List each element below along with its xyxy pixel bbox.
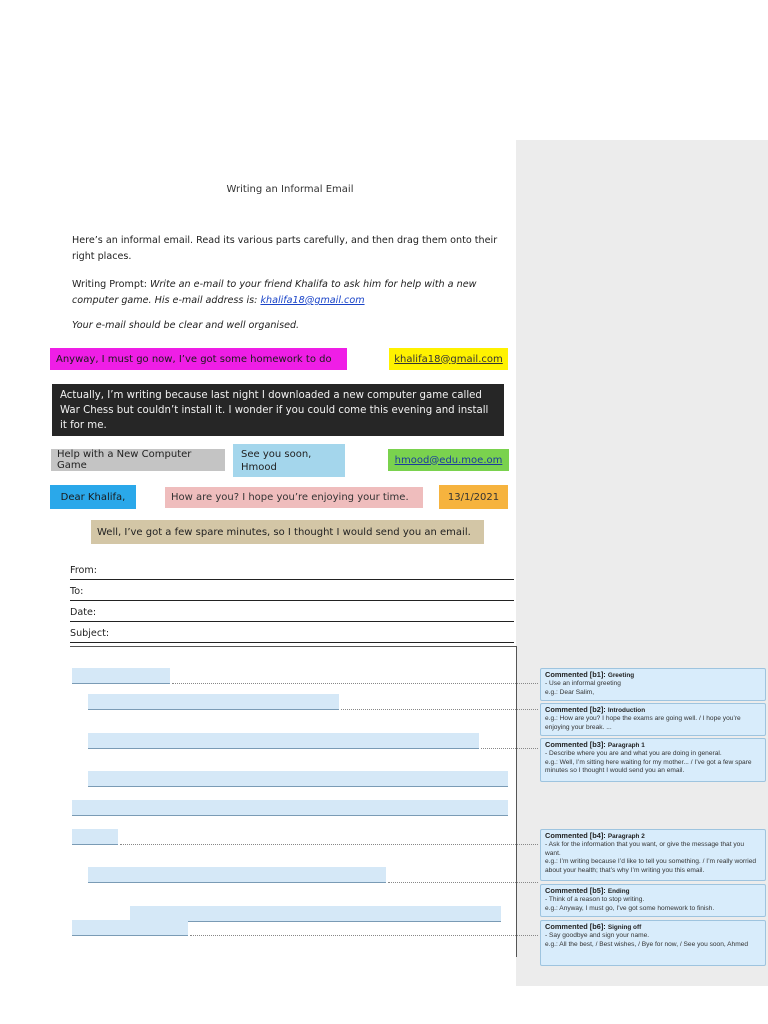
- chip-greeting[interactable]: Dear Khalifa,: [50, 485, 136, 509]
- prompt-email-link[interactable]: khalifa18@gmail.com: [260, 295, 365, 306]
- date-field[interactable]: Date:: [70, 601, 514, 622]
- comment-leader: [341, 709, 538, 710]
- document-title: Writing an Informal Email: [226, 184, 354, 195]
- prompt-text: Write an e-mail to your friend Khalifa to ask him for help with a new computer game. His e-mail address is:: [72, 279, 477, 306]
- comment-leader: [190, 935, 538, 936]
- prompt-label: Writing Prompt:: [72, 279, 147, 290]
- comment-paragraph-1[interactable]: Commented [b3]: Paragraph 1 - Describe where you are and what you are doing in general. e.g.: Well, I’m sitting here waiting for my mother... / I’ve got a few spare minutes so I thought I would send you an email.: [540, 738, 766, 782]
- comment-leader: [481, 748, 538, 749]
- chip-signoff[interactable]: See you soon, Hmood: [233, 444, 345, 477]
- comment-ending[interactable]: Commented [b5]: Ending - Think of a reason to stop writing. e.g.: Anyway, I must go, I’ve got some homework to finish.: [540, 884, 766, 917]
- chip-howareyou[interactable]: How are you? I hope you’re enjoying your time.: [165, 487, 423, 508]
- chip-date[interactable]: 13/1/2021: [439, 485, 508, 509]
- instruction-text: Your e-mail should be clear and well organised.: [72, 320, 300, 331]
- chip-intro-line[interactable]: Well, I’ve got a few spare minutes, so I thought I would send you an email.: [91, 520, 484, 544]
- comment-signing-off[interactable]: Commented [b6]: Signing off - Say goodbye and sign your name. e.g.: All the best, / Best wishes, / Bye for now, / See you soon, Ahmed: [540, 920, 766, 966]
- drop-slot-ending[interactable]: [88, 867, 386, 883]
- comment-introduction[interactable]: Commented [b2]: Introduction e.g.: How are you? I hope the exams are going well. / I hope you’re enjoying your break. ...: [540, 703, 766, 736]
- chip-from-email[interactable]: hmood@edu.moe.om: [388, 449, 509, 471]
- drop-slot-paragraph-2b[interactable]: [72, 800, 508, 816]
- drop-slot-paragraph-1[interactable]: [88, 733, 479, 749]
- comment-leader: [120, 844, 538, 845]
- chip-subject[interactable]: Help with a New Computer Game: [51, 449, 225, 471]
- drop-slot-paragraph-2a[interactable]: [88, 771, 508, 787]
- drop-slot-paragraph-2c[interactable]: [72, 829, 118, 845]
- subject-field[interactable]: Subject:: [70, 622, 514, 643]
- chip-paragraph[interactable]: Actually, I’m writing because last night I downloaded a new computer game called War Chess but couldn’t install it. I wonder if you could come this evening and install it for me.: [52, 384, 504, 436]
- to-field[interactable]: To:: [70, 580, 514, 601]
- drop-slot-introduction[interactable]: [88, 694, 339, 710]
- drop-slot-greeting[interactable]: [72, 668, 170, 684]
- writing-prompt: [72, 277, 512, 309]
- comment-leader: [388, 882, 538, 883]
- chip-to-email[interactable]: khalifa18@gmail.com: [389, 348, 508, 370]
- comment-leader: [172, 683, 538, 684]
- intro-paragraph: Here’s an informal email. Read its various parts carefully, and then drag them onto their right places.: [72, 235, 498, 262]
- from-field[interactable]: From:: [70, 559, 514, 580]
- drop-slot-signoff-b[interactable]: [72, 920, 188, 936]
- comment-greeting[interactable]: Commented [b1]: Greeting - Use an informal greeting e.g.: Dear Salim,: [540, 668, 766, 701]
- chip-closing[interactable]: Anyway, I must go now, I’ve got some homework to do: [50, 348, 347, 370]
- comment-paragraph-2[interactable]: Commented [b4]: Paragraph 2 - Ask for the information that you want, or give the message that you want. e.g.: I’m writing because I’d like to tell you something. / I’m really worried about your health; that’s why I’m writing you this email.: [540, 829, 766, 881]
